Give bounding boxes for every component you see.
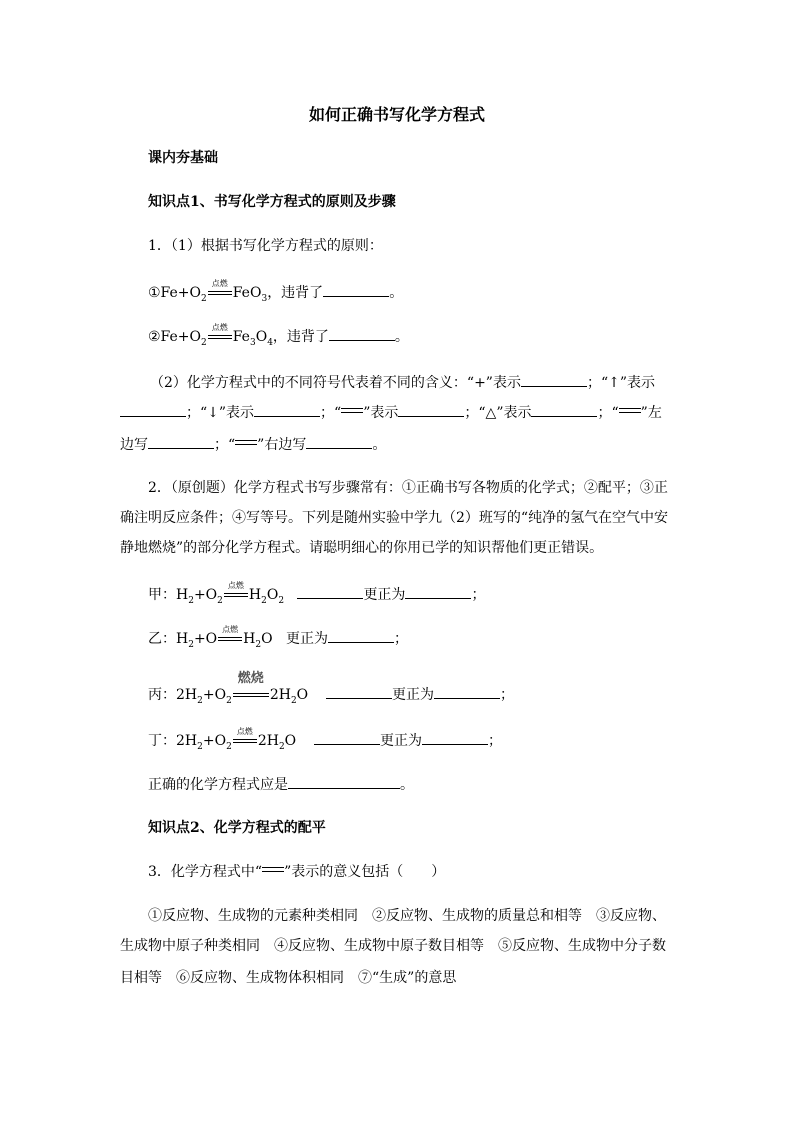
knowledge-point-2-heading: 知识点2、化学方程式的配平 xyxy=(148,820,326,836)
answer-blank[interactable] xyxy=(329,326,395,341)
equals-sign-icon xyxy=(262,865,284,875)
condition-label: 点燃 xyxy=(236,727,253,736)
punct: ； xyxy=(499,687,514,703)
answer-blank[interactable] xyxy=(297,584,363,599)
text: 更正为 xyxy=(379,733,422,749)
q1-part2-line2 xyxy=(120,402,662,423)
q1-item-1: $①Fe+O_2$ 点燃 FeO$_3$，违背了 。 xyxy=(148,279,404,304)
q2-jia: 甲：$H_2+O_2$ 点燃 $H_2O_2$ 更正为 ； xyxy=(148,581,486,606)
q1-intro: 1．（1）根据书写化学方程式的原则： xyxy=(148,238,383,254)
q1-part2-line1 xyxy=(150,372,655,393)
text: ；“↓”表示 xyxy=(186,405,255,421)
equation-text: ①Fe+O xyxy=(148,285,201,301)
text: （2）化学方程式中的不同符号代表着不同的含义：“+”表示 xyxy=(150,375,521,391)
q2-final xyxy=(148,774,414,795)
answer-blank[interactable] xyxy=(314,730,380,745)
text: 3．化学方程式中“ xyxy=(148,864,263,880)
q3-options-line-1: ①反应物、生成物的元素种类相同 ②反应物、生成物的质量总和相等 ③反应物、 xyxy=(148,908,666,924)
answer-blank[interactable] xyxy=(148,434,214,449)
answer-blank[interactable] xyxy=(120,402,186,417)
violation-text: ，违背了 xyxy=(272,329,329,345)
condition-label: 点燃 xyxy=(227,581,244,590)
answer-blank[interactable] xyxy=(422,730,488,745)
condition-label: 燃烧 xyxy=(237,671,264,686)
answer-blank[interactable] xyxy=(521,372,587,387)
text: 更正为 xyxy=(363,587,406,603)
q3-options-line-3: 目相等 ⑥反应物、生成物体积相同 ⑦“生成”的意思 xyxy=(120,970,457,986)
q2-yi: 乙：$H_2+O$ 点燃 $H_2O$ 更正为 ； xyxy=(148,625,408,650)
text: ；“ xyxy=(320,405,342,421)
violation-text: ，违背了 xyxy=(267,285,324,301)
equation-product: FeO xyxy=(232,285,262,301)
label: 甲： xyxy=(148,587,176,603)
q3-options-line-2: 生成物中原子种类相同 ④反应物、生成物中原子数目相等 ⑤反应物、生成物中分子数 xyxy=(120,938,666,954)
condition-label: 点燃 xyxy=(211,323,228,332)
condition-label: 点燃 xyxy=(222,625,239,634)
page-title: 如何正确书写化学方程式 xyxy=(308,105,485,124)
section-heading: 课内夯基础 xyxy=(148,150,218,166)
answer-blank[interactable] xyxy=(288,774,400,789)
answer-blank[interactable] xyxy=(254,402,320,417)
answer-blank[interactable] xyxy=(306,434,372,449)
text: ”右边写 xyxy=(257,437,307,453)
label: 丙： xyxy=(148,687,176,703)
text: ；“↑”表示 xyxy=(586,375,655,391)
reaction-arrow xyxy=(208,323,232,343)
text: ”表示 xyxy=(363,405,399,421)
reaction-arrow xyxy=(233,727,257,747)
condition-label: 点燃 xyxy=(211,279,228,288)
text: ”表示的意义包括（ ） xyxy=(284,864,446,880)
q1-part2-line3 xyxy=(120,434,386,455)
equals-sign-icon xyxy=(341,406,363,416)
reaction-arrow xyxy=(224,581,248,601)
label: 丁： xyxy=(148,733,176,749)
answer-blank[interactable] xyxy=(531,402,597,417)
text: 更正为 xyxy=(285,631,328,647)
q3-stem xyxy=(148,862,445,882)
punct: ； xyxy=(487,733,502,749)
q1-item-2: $②Fe+O_2$ 点燃 $Fe_3O_4$，违背了 。 xyxy=(148,323,409,348)
reaction-arrow xyxy=(208,279,232,299)
knowledge-point-1-heading: 知识点1、书写化学方程式的原则及步骤 xyxy=(148,194,396,210)
punct: ； xyxy=(471,587,486,603)
answer-blank[interactable] xyxy=(323,282,389,297)
text: 边写 xyxy=(120,437,148,453)
q2-ding: 丁：$2H_2+O_2$ 点燃 $2H_2O$ 更正为 ； xyxy=(148,727,502,752)
text: ；“ xyxy=(214,437,236,453)
text: 更正为 xyxy=(391,687,434,703)
text: ；“△”表示 xyxy=(464,405,532,421)
reaction-arrow xyxy=(218,625,242,645)
punct: 。 xyxy=(394,329,409,345)
text: 。 xyxy=(372,437,387,453)
text: ；“ xyxy=(597,405,619,421)
q2-line-1: 2．（原创题）化学方程式书写步骤常有：①正确书写各物质的化学式；②配平；③正 xyxy=(148,480,668,496)
text: ”左 xyxy=(640,405,662,421)
reaction-arrow xyxy=(233,671,269,701)
label: 乙： xyxy=(148,631,176,647)
equals-sign-icon xyxy=(235,438,257,448)
punct: 。 xyxy=(400,777,414,793)
q2-line-3: 静地燃烧”的部分化学方程式。请聪明细心的你用已学的知识帮他们更正错误。 xyxy=(120,540,604,556)
text: 正确的化学方程式应是 xyxy=(148,777,288,793)
answer-blank[interactable] xyxy=(398,402,464,417)
answer-blank[interactable] xyxy=(405,584,471,599)
answer-blank[interactable] xyxy=(326,684,392,699)
answer-blank[interactable] xyxy=(434,684,500,699)
punct: ； xyxy=(393,631,408,647)
answer-blank[interactable] xyxy=(328,628,394,643)
q2-bing: 丙：$2H_2+O_2$ 燃烧 $2H_2O$ 更正为 ； xyxy=(148,671,514,706)
equation-text: ②Fe+O xyxy=(148,329,201,345)
q2-line-2: 确注明反应条件；④写等号。下列是随州实验中学九（2）班写的“纯净的氢气在空气中安 xyxy=(120,510,669,526)
punct: 。 xyxy=(389,285,404,301)
equals-sign-icon xyxy=(619,406,641,416)
equation-product: Fe xyxy=(232,329,250,345)
